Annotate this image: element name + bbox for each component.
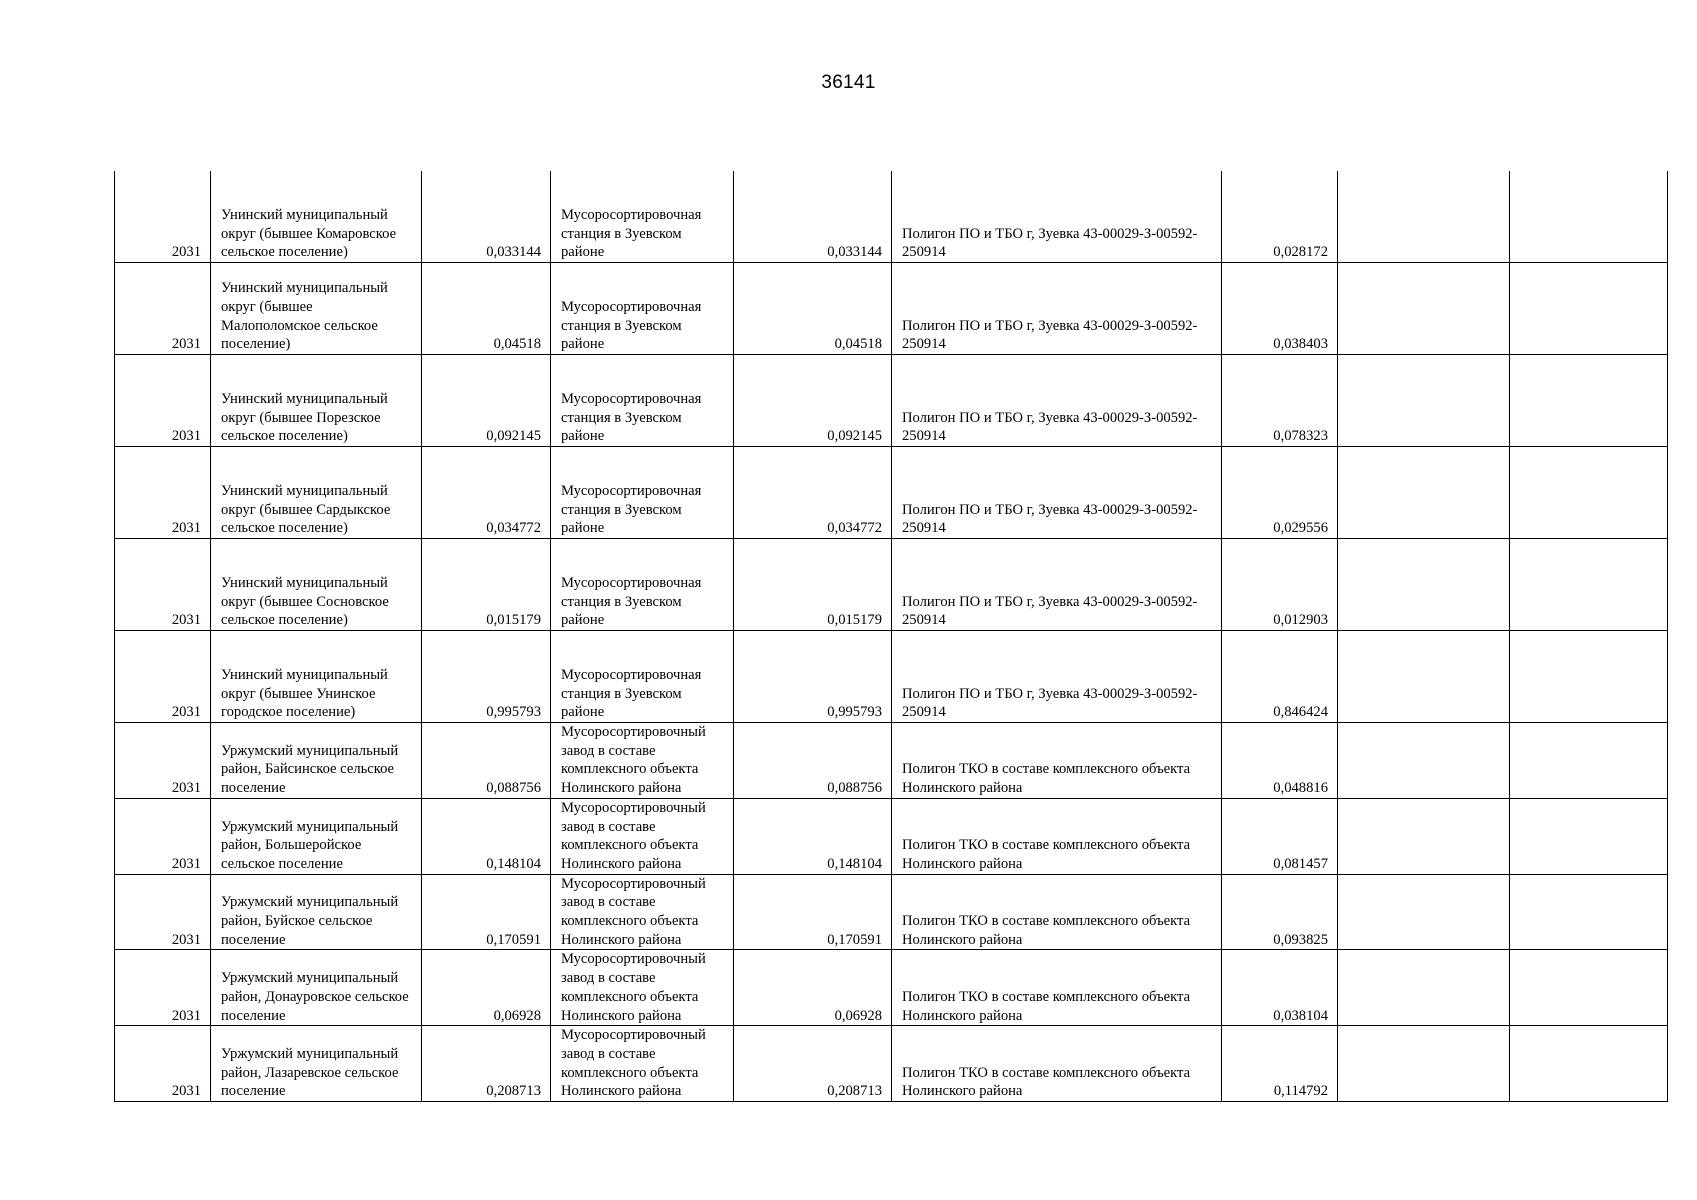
facility-mass-cell: 0,033144 (734, 171, 892, 263)
landfill-cell: Полигон ТКО в составе комплексного объекта Нолинского района (892, 723, 1222, 799)
waste-mass-cell: 0,034772 (422, 447, 551, 539)
empty-cell (1510, 631, 1668, 723)
year-cell: 2031 (115, 798, 211, 874)
empty-cell (1510, 798, 1668, 874)
landfill-mass-cell: 0,078323 (1222, 355, 1338, 447)
table-row (115, 447, 1668, 539)
empty-cell (1338, 171, 1510, 263)
year-cell: 2031 (115, 950, 211, 1026)
facility-mass-cell: 0,208713 (734, 1026, 892, 1102)
landfill-mass-cell: 0,081457 (1222, 798, 1338, 874)
source-municipality-cell: Уржумский муниципальный район, Буйское сельское поселение (211, 874, 422, 950)
processing-facility-cell: Мусоросортировочная станция в Зуевском районе (551, 171, 734, 263)
empty-cell (1338, 355, 1510, 447)
processing-facility-cell: Мусоросортировочная станция в Зуевском районе (551, 355, 734, 447)
empty-cell (1338, 539, 1510, 631)
year-cell: 2031 (115, 874, 211, 950)
empty-cell (1338, 1026, 1510, 1102)
year-cell: 2031 (115, 447, 211, 539)
table-row (115, 631, 1668, 723)
empty-cell (1510, 539, 1668, 631)
source-municipality-cell: Унинский муниципальный округ (бывшее Порезское сельское поселение) (211, 355, 422, 447)
processing-facility-cell: Мусоросортировочная станция в Зуевском районе (551, 631, 734, 723)
source-municipality-cell: Унинский муниципальный округ (бывшее Сосновское сельское поселение) (211, 539, 422, 631)
facility-mass-cell: 0,995793 (734, 631, 892, 723)
landfill-cell: Полигон ПО и ТБО г, Зуевка 43-00029-З-00592-250914 (892, 171, 1222, 263)
source-municipality-cell: Уржумский муниципальный район, Лазаревское сельское поселение (211, 1026, 422, 1102)
landfill-cell: Полигон ПО и ТБО г, Зуевка 43-00029-З-00592-250914 (892, 355, 1222, 447)
processing-facility-cell: Мусоросортировочный завод в составе комплексного объекта Нолинского района (551, 723, 734, 799)
facility-mass-cell: 0,148104 (734, 798, 892, 874)
waste-mass-cell: 0,995793 (422, 631, 551, 723)
table-row (115, 1026, 1668, 1102)
empty-cell (1510, 723, 1668, 799)
year-cell: 2031 (115, 171, 211, 263)
waste-mass-cell: 0,148104 (422, 798, 551, 874)
facility-mass-cell: 0,034772 (734, 447, 892, 539)
empty-cell (1338, 874, 1510, 950)
landfill-cell: Полигон ТКО в составе комплексного объекта Нолинского района (892, 950, 1222, 1026)
landfill-mass-cell: 0,012903 (1222, 539, 1338, 631)
empty-cell (1510, 1026, 1668, 1102)
landfill-cell: Полигон ПО и ТБО г, Зуевка 43-00029-З-00592-250914 (892, 631, 1222, 723)
empty-cell (1338, 447, 1510, 539)
processing-facility-cell: Мусоросортировочный завод в составе комплексного объекта Нолинского района (551, 1026, 734, 1102)
empty-cell (1510, 950, 1668, 1026)
landfill-cell: Полигон ПО и ТБО г, Зуевка 43-00029-З-00592-250914 (892, 447, 1222, 539)
landfill-mass-cell: 0,093825 (1222, 874, 1338, 950)
table-row (115, 950, 1668, 1026)
waste-mass-cell: 0,088756 (422, 723, 551, 799)
empty-cell (1338, 798, 1510, 874)
landfill-mass-cell: 0,038403 (1222, 263, 1338, 355)
empty-cell (1510, 355, 1668, 447)
facility-mass-cell: 0,06928 (734, 950, 892, 1026)
source-municipality-cell: Уржумский муниципальный район, Донауровское сельское поселение (211, 950, 422, 1026)
waste-mass-cell: 0,033144 (422, 171, 551, 263)
landfill-cell: Полигон ТКО в составе комплексного объекта Нолинского района (892, 798, 1222, 874)
table-row (115, 874, 1668, 950)
landfill-mass-cell: 0,048816 (1222, 723, 1338, 799)
source-municipality-cell: Унинский муниципальный округ (бывшее Малополомское сельское поселение) (211, 263, 422, 355)
year-cell: 2031 (115, 631, 211, 723)
empty-cell (1338, 950, 1510, 1026)
landfill-mass-cell: 0,846424 (1222, 631, 1338, 723)
source-municipality-cell: Унинский муниципальный округ (бывшее Сардыкское сельское поселение) (211, 447, 422, 539)
empty-cell (1510, 263, 1668, 355)
empty-cell (1338, 631, 1510, 723)
landfill-mass-cell: 0,114792 (1222, 1026, 1338, 1102)
waste-mass-cell: 0,208713 (422, 1026, 551, 1102)
table-row (115, 539, 1668, 631)
table-row (115, 171, 1668, 263)
source-municipality-cell: Уржумский муниципальный район, Байсинское сельское поселение (211, 723, 422, 799)
landfill-cell: Полигон ТКО в составе комплексного объекта Нолинского района (892, 1026, 1222, 1102)
year-cell: 2031 (115, 263, 211, 355)
landfill-cell: Полигон ТКО в составе комплексного объекта Нолинского района (892, 874, 1222, 950)
table-row (115, 798, 1668, 874)
processing-facility-cell: Мусоросортировочный завод в составе комплексного объекта Нолинского района (551, 950, 734, 1026)
waste-mass-cell: 0,015179 (422, 539, 551, 631)
landfill-cell: Полигон ПО и ТБО г, Зуевка 43-00029-З-00592-250914 (892, 539, 1222, 631)
empty-cell (1510, 447, 1668, 539)
source-municipality-cell: Унинский муниципальный округ (бывшее Комаровское сельское поселение) (211, 171, 422, 263)
empty-cell (1510, 171, 1668, 263)
landfill-mass-cell: 0,029556 (1222, 447, 1338, 539)
processing-facility-cell: Мусоросортировочная станция в Зуевском районе (551, 263, 734, 355)
waste-mass-cell: 0,04518 (422, 263, 551, 355)
year-cell: 2031 (115, 1026, 211, 1102)
facility-mass-cell: 0,04518 (734, 263, 892, 355)
table-row (115, 723, 1668, 799)
processing-facility-cell: Мусоросортировочный завод в составе комплексного объекта Нолинского района (551, 874, 734, 950)
landfill-mass-cell: 0,038104 (1222, 950, 1338, 1026)
landfill-cell: Полигон ПО и ТБО г, Зуевка 43-00029-З-00592-250914 (892, 263, 1222, 355)
empty-cell (1338, 723, 1510, 799)
source-municipality-cell: Унинский муниципальный округ (бывшее Унинское городское поселение) (211, 631, 422, 723)
empty-cell (1510, 874, 1668, 950)
facility-mass-cell: 0,170591 (734, 874, 892, 950)
year-cell: 2031 (115, 539, 211, 631)
empty-cell (1338, 263, 1510, 355)
year-cell: 2031 (115, 355, 211, 447)
processing-facility-cell: Мусоросортировочная станция в Зуевском районе (551, 447, 734, 539)
waste-mass-cell: 0,06928 (422, 950, 551, 1026)
source-municipality-cell: Уржумский муниципальный район, Большеройское сельское поселение (211, 798, 422, 874)
waste-mass-cell: 0,170591 (422, 874, 551, 950)
page-number: 36141 (821, 72, 876, 93)
table-row (115, 355, 1668, 447)
year-cell: 2031 (115, 723, 211, 799)
facility-mass-cell: 0,092145 (734, 355, 892, 447)
waste-flow-table (114, 171, 1668, 1102)
facility-mass-cell: 0,088756 (734, 723, 892, 799)
processing-facility-cell: Мусоросортировочный завод в составе комплексного объекта Нолинского района (551, 798, 734, 874)
waste-mass-cell: 0,092145 (422, 355, 551, 447)
processing-facility-cell: Мусоросортировочная станция в Зуевском районе (551, 539, 734, 631)
facility-mass-cell: 0,015179 (734, 539, 892, 631)
landfill-mass-cell: 0,028172 (1222, 171, 1338, 263)
table-row (115, 263, 1668, 355)
